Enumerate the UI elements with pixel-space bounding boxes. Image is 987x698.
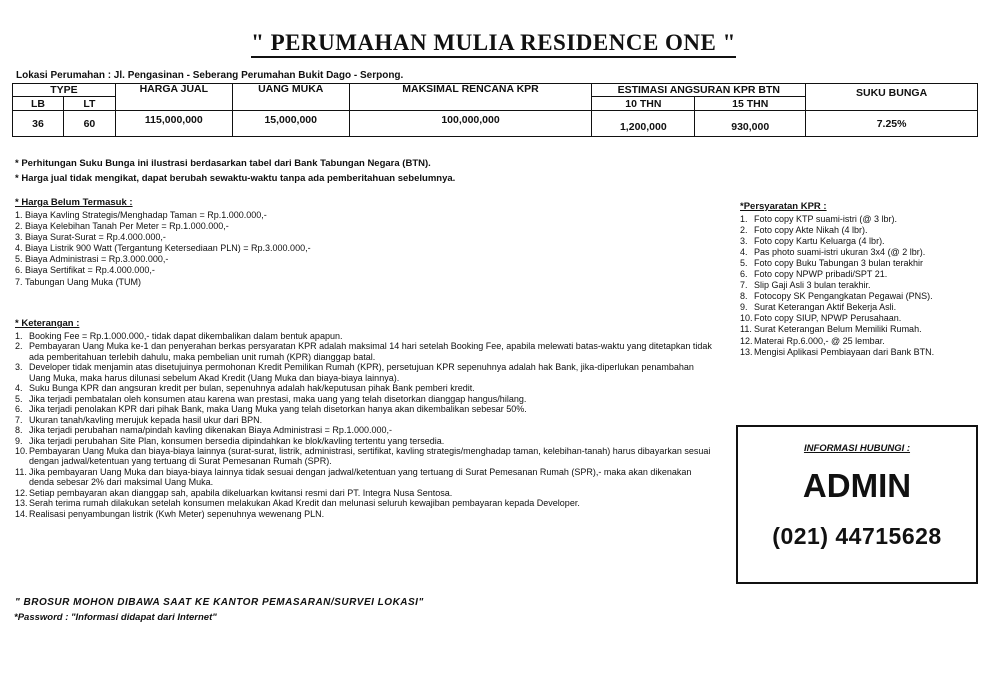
contact-label: INFORMASI HUBUNGI : <box>803 443 911 454</box>
list-item <box>740 225 980 236</box>
list-item-number: 6. <box>15 404 23 415</box>
notes <box>15 156 455 186</box>
contact-phone[interactable]: (021) 44715628 <box>772 523 942 549</box>
harga-list <box>15 210 535 288</box>
section-heading: *Persyaratan KPR : <box>740 201 827 212</box>
cell-uang-muka: 15,000,000 <box>232 111 349 137</box>
list-item <box>740 258 980 269</box>
list-item-number: 3. <box>15 362 23 373</box>
list-item-number: 7. <box>15 414 23 425</box>
list-item-text: Booking Fee = Rp.1.000.000,- tidak dapat dikembalikan dalam bentuk apapun. <box>29 331 343 341</box>
list-item-text: Realisasi penyambungan listrik (Kwh Meter) sepenuhnya wewenang PLN. <box>29 508 325 519</box>
list-item-text: Jika pembayaran Uang Muka dan biaya-biaya lainnya tidak sesuai dengan jadwal/ketentuan yang tertuang di Surat Pemesanan Rumah (SPR),- maka akan dikenakan denda sebesar 2% dari maksimal Uang Muka. <box>29 466 692 488</box>
list-item-text: Jika terjadi perubahan nama/pindah kavling dikenakan Biaya Administrasi = Rp.1.000.000,- <box>29 425 392 436</box>
list-item-text: Developer tidak menjamin atas disetujuinya permohonan Kredit Pemilikan Rumah (KPR), persetujuan KPR sepenuhnya adalah hak Bank, jika-diperlukan penambahan Uang Muka, maka harus dilunasi sebelum Akad Kredit (Uang Muka dan biaya-biaya lainnya). <box>29 362 694 383</box>
note-item: * Harga jual tidak mengikat, dapat berubah sewaktu-waktu tanpa ada pemberitahuan sebelumnya. <box>15 173 456 184</box>
list-item-number: 1. <box>15 210 23 220</box>
list-item-text: Foto copy Akte Nikah (4 lbr). <box>754 225 868 236</box>
list-item <box>15 404 715 414</box>
brosur-note: " BROSUR MOHON DIBAWA SAAT KE KANTOR PEMASARAN/SURVEI LOKASI" <box>15 597 424 608</box>
list-item <box>15 362 715 383</box>
list-item-number: 12. <box>740 335 753 346</box>
list-item-text: Surat Keterangan Aktif Bekerja Asli. <box>754 302 897 313</box>
header-lt: LT <box>63 97 115 111</box>
list-item-number: 12. <box>15 487 28 498</box>
list-item-text: Setiap pembayaran akan dianggap sah, apabila dikeluarkan kwitansi resmi dari PT. Integra Nusa Sentosa. <box>29 487 453 498</box>
list-item-text: Biaya Administrasi = Rp.3.000.000,- <box>25 254 169 265</box>
contact-name: ADMIN <box>802 467 912 504</box>
list-item-text: Jika terjadi perubahan Site Plan, konsumen bersedia dipindahkan ke blok/kavling tertentu yang tersedia. <box>29 435 445 446</box>
list-item-text: Ukuran tanah/kavling merujuk kepada hasil ukur dari BPN. <box>29 414 263 425</box>
cell-15thn: 930,000 <box>695 111 806 137</box>
header-lb: LB <box>13 97 64 111</box>
list-item-number: 1. <box>740 214 748 224</box>
list-item-number: 9. <box>740 302 748 313</box>
list-item-number: 11. <box>740 324 752 335</box>
list-item <box>15 467 715 488</box>
list-item-text: Biaya Kavling Strategis/Menghadap Taman = Rp.1.000.000,- <box>25 210 267 220</box>
list-item <box>740 313 980 324</box>
list-item-number: 4. <box>15 383 23 394</box>
list-item-number: 13. <box>15 498 28 509</box>
list-item <box>15 265 535 276</box>
list-item-number: 2. <box>740 225 748 236</box>
cell-lb: 36 <box>13 111 64 137</box>
list-item-text: Foto copy Buku Tabungan 3 bulan terakhir <box>754 258 923 269</box>
list-item <box>15 394 715 404</box>
header-harga-jual: HARGA JUAL <box>115 84 232 111</box>
section-heading: * Keterangan : <box>15 318 80 329</box>
list-item <box>15 232 535 243</box>
list-item-number: 6. <box>15 265 23 276</box>
list-item <box>740 269 980 280</box>
list-item <box>15 425 715 435</box>
list-item <box>740 280 980 291</box>
list-item <box>740 347 980 358</box>
harga-belum-termasuk <box>15 197 535 288</box>
list-item-number: 7. <box>15 276 23 287</box>
list-item-number: 10. <box>15 445 28 456</box>
list-item-text: Biaya Sertifikat = Rp.4.000.000,- <box>25 265 155 276</box>
list-item-text: Foto copy NPWP pribadi/SPT 21. <box>754 269 888 280</box>
list-item-text: Foto copy KTP suami-istri (@ 3 lbr). <box>754 214 898 224</box>
list-item-number: 8. <box>15 425 23 436</box>
list-item-number: 10. <box>740 313 753 324</box>
list-item <box>15 509 715 519</box>
list-item <box>15 436 715 446</box>
list-item-text: Jika terjadi penolakan KPR dari pihak Bank, maka Uang Muka yang telah disetorkan hanya akan dikembalikan sebesar 50%. <box>29 404 527 415</box>
list-item-text: Surat Keterangan Belum Memiliki Rumah. <box>754 324 922 335</box>
location-text: Lokasi Perumahan : Jl. Pengasinan - Seberang Perumahan Bukit Dago - Serpong. <box>16 70 404 81</box>
cell-harga-jual: 115,000,000 <box>115 111 232 137</box>
list-item-number: 3. <box>15 232 23 243</box>
list-item-number: 9. <box>15 435 23 446</box>
price-table <box>12 83 978 137</box>
list-item-number: 5. <box>740 258 748 269</box>
list-item <box>740 236 980 247</box>
list-item-number: 2. <box>15 221 23 232</box>
list-item <box>15 254 535 265</box>
list-item-text: Serah terima rumah dilakukan setelah konsumen melakukan Akad Kredit dan melunasi seluruh kewajiban pembayaran kepada Developer. <box>29 498 580 509</box>
header-15thn: 15 THN <box>695 97 806 111</box>
list-item <box>740 324 980 335</box>
cell-10thn: 1,200,000 <box>592 111 695 137</box>
contact-box <box>736 425 978 584</box>
note-item: * Perhitungan Suku Bunga ini ilustrasi berdasarkan tabel dari Bank Tabungan Negara (BTN). <box>15 158 431 169</box>
list-item-number: 13. <box>740 346 753 357</box>
list-item-number: 4. <box>740 247 748 258</box>
list-item-text: Biaya Kelebihan Tanah Per Meter = Rp.1.000.000,- <box>25 221 229 232</box>
list-item-number: 5. <box>15 393 23 404</box>
list-item <box>15 415 715 425</box>
list-item <box>15 243 535 254</box>
list-item-text: Foto copy Kartu Keluarga (4 lbr). <box>754 236 885 247</box>
list-item <box>740 302 980 313</box>
list-item <box>740 214 980 225</box>
list-item-number: 6. <box>740 269 748 280</box>
cell-lt: 60 <box>63 111 115 137</box>
list-item-text: Jika terjadi pembatalan oleh konsumen atau karena wan prestasi, maka uang yang telah disetorkan dianggap hangus/hilang. <box>29 393 527 404</box>
list-item-text: Fotocopy SK Pengangkatan Pegawai (PNS). <box>754 291 933 302</box>
keterangan <box>15 318 715 519</box>
list-item-number: 2. <box>15 341 23 352</box>
list-item-text: Materai Rp.6.000,- @ 25 lembar. <box>754 335 885 346</box>
header-suku-bunga: SUKU BUNGA <box>806 84 978 111</box>
header-maks-kpr: MAKSIMAL RENCANA KPR <box>349 84 592 111</box>
list-item-text: Pembayaran Uang Muka ke-1 dan penyerahan berkas persyaratan KPR adalah maksimal 14 hari setelah Booking Fee, apabila melewati batas-waktu yang ditetapkan tidak ada pemberitahuan terlebih dahulu, maka pembelian unit rumah (KPR) dianggap batal. <box>29 341 712 362</box>
password-note: *Password : "Informasi didapat dari Internet" <box>14 612 217 623</box>
list-item-text: Suku Bunga KPR dan angsuran kredit per bulan, sepenuhnya adalah hak/keputusan pihak Bank pemberi kredit. <box>29 383 475 394</box>
persyaratan-kpr <box>740 201 980 358</box>
list-item-number: 11. <box>15 466 27 477</box>
page-title: " PERUMAHAN MULIA RESIDENCE ONE " <box>0 30 987 56</box>
list-item-number: 1. <box>15 331 23 341</box>
persyaratan-list <box>740 214 980 358</box>
list-item-number: 5. <box>15 254 23 265</box>
list-item <box>740 336 980 347</box>
list-item <box>740 247 980 258</box>
list-item-number: 8. <box>740 291 748 302</box>
list-item <box>15 341 715 362</box>
keterangan-list <box>15 331 715 519</box>
cell-maks-kpr: 100,000,000 <box>349 111 592 137</box>
list-item-text: Pas photo suami-istri ukuran 3x4 (@ 2 lbr). <box>754 247 926 258</box>
list-item-text: Foto copy SIUP, NPWP Perusahaan. <box>754 313 902 324</box>
list-item <box>15 383 715 393</box>
list-item-number: 3. <box>740 236 748 247</box>
list-item <box>15 277 535 288</box>
list-item <box>15 446 715 467</box>
list-item <box>15 210 535 221</box>
header-estimasi: ESTIMASI ANGSURAN KPR BTN <box>592 84 806 97</box>
list-item-number: 4. <box>15 243 23 254</box>
list-item <box>15 331 715 341</box>
header-type: TYPE <box>13 84 116 97</box>
header-uang-muka: UANG MUKA <box>232 84 349 111</box>
list-item-text: Biaya Listrik 900 Watt (Tergantung Ketersediaan PLN) = Rp.3.000.000,- <box>25 243 311 254</box>
list-item-text: Pembayaran Uang Muka dan biaya-biaya lainnya (surat-surat, listrik, administrasi, sertifikat, kavling strategis/menghadap taman, kelebihan-tanah) harus dibayarkan sesuai dengan jadwal/ketentuan yang tertuang di Surat Pemesanan Rumah (SPR). <box>29 445 711 467</box>
cell-suku-bunga: 7.25% <box>806 111 978 137</box>
list-item <box>15 488 715 498</box>
list-item-number: 7. <box>740 280 748 291</box>
list-item <box>740 291 980 302</box>
list-item-text: Mengisi Aplikasi Pembiayaan dari Bank BTN. <box>754 346 935 357</box>
list-item-text: Tabungan Uang Muka (TUM) <box>25 276 142 287</box>
list-item-number: 14. <box>15 508 28 519</box>
list-item-text: Slip Gaji Asli 3 bulan terakhir. <box>754 280 871 291</box>
list-item <box>15 221 535 232</box>
list-item-text: Biaya Surat-Surat = Rp.4.000.000,- <box>25 232 166 243</box>
header-10thn: 10 THN <box>592 97 695 111</box>
section-heading: * Harga Belum Termasuk : <box>15 197 133 208</box>
list-item <box>15 498 715 508</box>
